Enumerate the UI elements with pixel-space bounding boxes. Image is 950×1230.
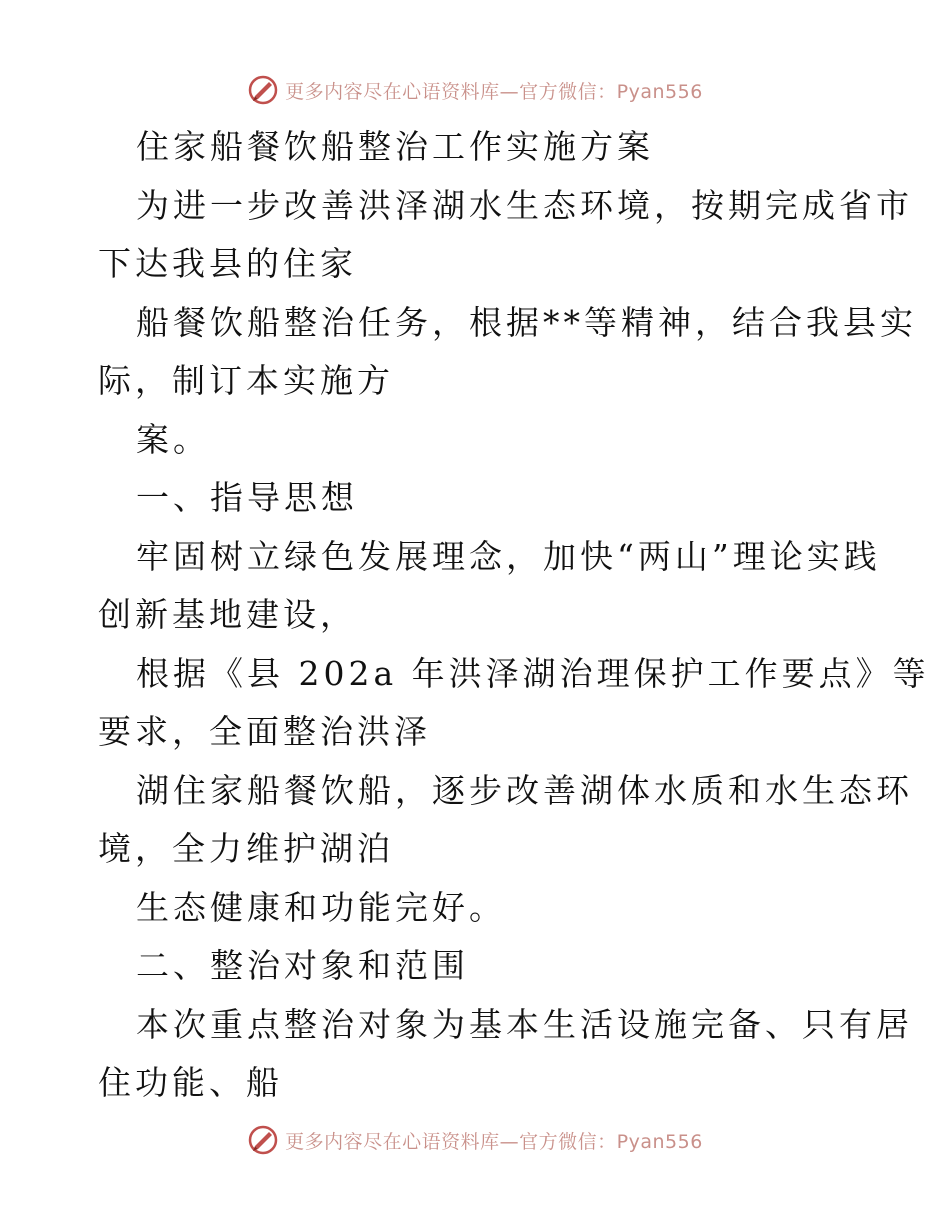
paragraph-line: 境，全力维护湖泊: [98, 829, 394, 868]
paragraph-line: 住功能、船: [98, 1063, 283, 1102]
pen-logo-icon: [247, 1124, 279, 1156]
header-watermark: [0, 70, 950, 110]
paragraph-line: 生态健康和功能完好。: [136, 887, 506, 927]
paragraph-line: 船餐饮船整治任务，根据**等精神，结合我县实: [136, 302, 917, 342]
paragraph-line: 本次重点整治对象为基本生活设施完备、只有居: [136, 1004, 913, 1044]
paragraph-line: 下达我县的住家: [98, 244, 357, 283]
paragraph-line: 案。: [136, 419, 210, 459]
footer-watermark: [0, 1120, 950, 1160]
paragraph-line: 湖住家船餐饮船，逐步改善湖体水质和水生态环: [136, 770, 913, 810]
paragraph-line: 创新基地建设，: [98, 595, 357, 634]
doc-title: 住家船餐饮船整治工作实施方案: [136, 127, 654, 166]
paragraph-line: 为进一步改善洪泽湖水生态环境，按期完成省市: [136, 185, 913, 225]
watermark-text: 更多内容尽在心语资料库—官方微信：Pyan556: [285, 1130, 703, 1153]
paragraph-line: 要求，全面整治洪泽: [98, 712, 431, 751]
paragraph-line: 根据《县 202a 年洪泽湖治理保护工作要点》等: [136, 653, 930, 693]
watermark-text: 更多内容尽在心语资料库—官方微信：Pyan556: [285, 80, 703, 103]
document-body: [98, 118, 930, 1113]
section-heading: 一、指导思想: [136, 478, 358, 517]
section-heading: 二、整治对象和范围: [136, 946, 469, 985]
paragraph-line: 牢固树立绿色发展理念，加快“两山”理论实践: [136, 536, 881, 576]
pen-logo-icon: [247, 74, 279, 106]
paragraph-line: 际，制订本实施方: [98, 361, 394, 400]
